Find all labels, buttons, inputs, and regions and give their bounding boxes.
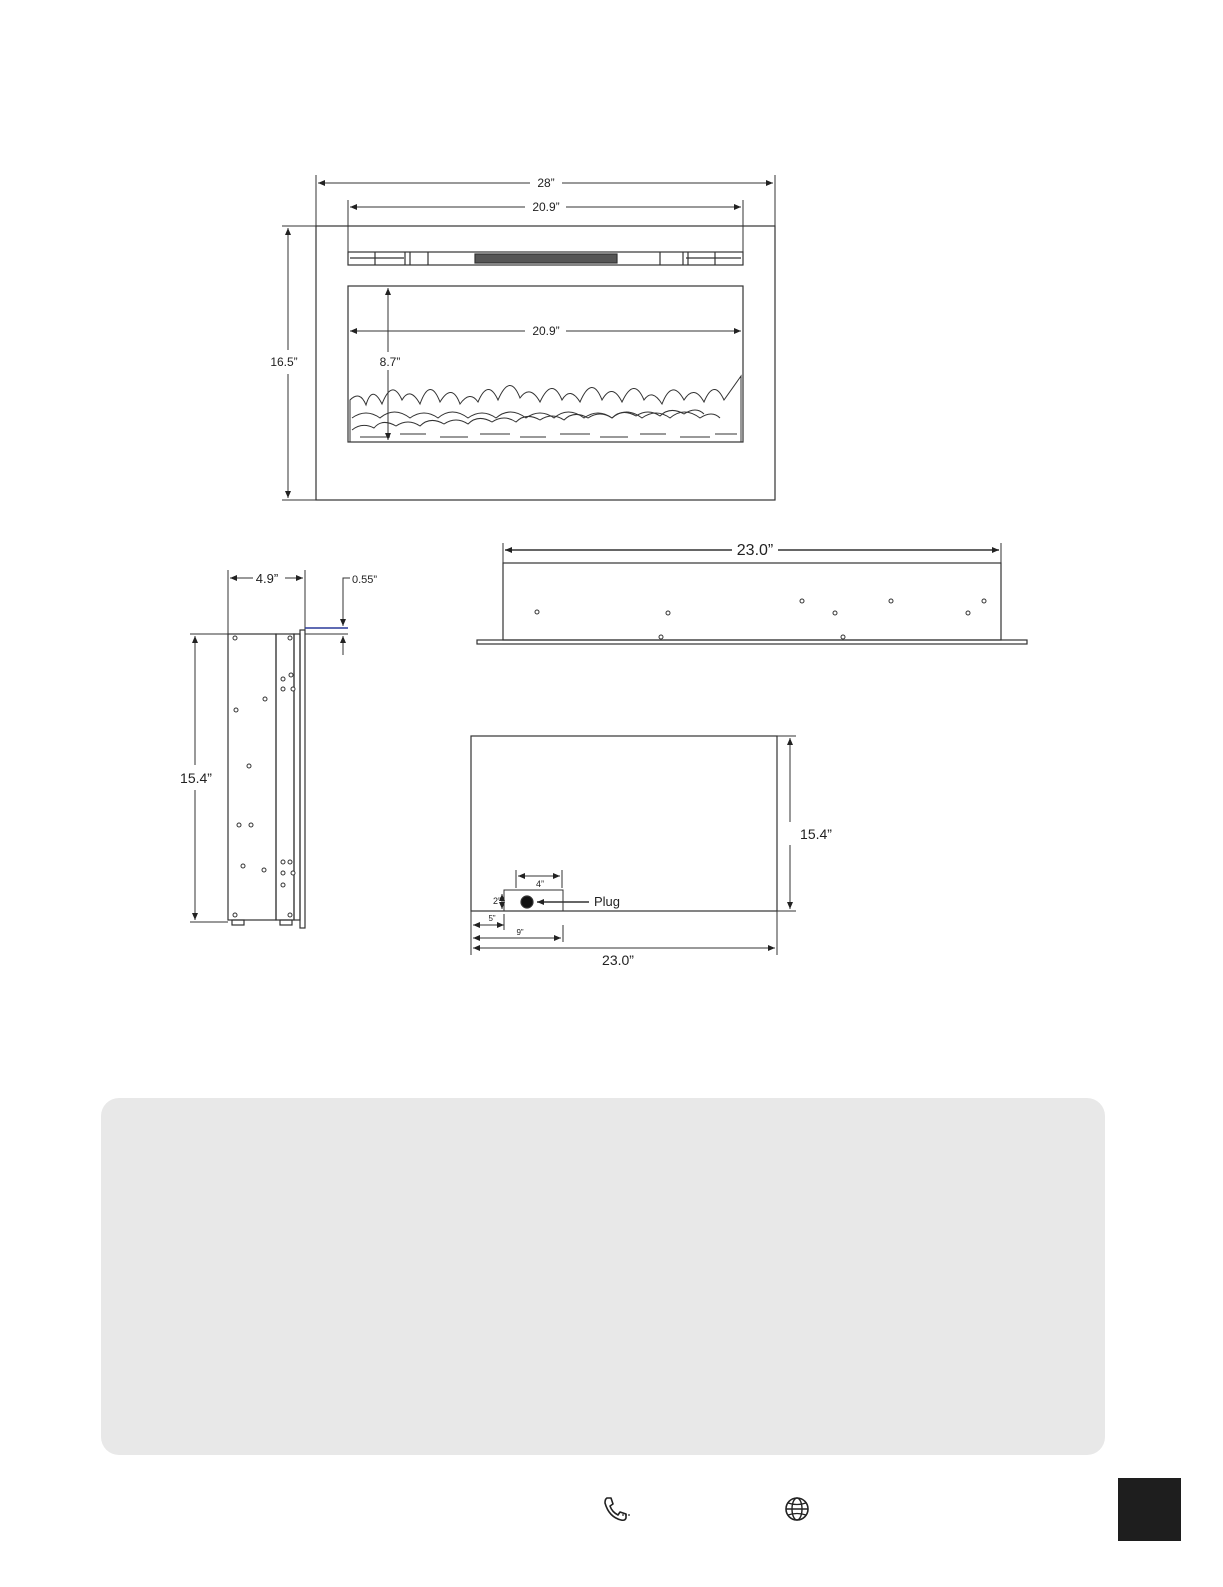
front-top-width: 20.9”: [532, 200, 560, 214]
back-height: 15.4”: [800, 826, 832, 842]
phone-icon: [601, 1494, 631, 1524]
front-view: [282, 175, 775, 500]
back-view: [471, 736, 796, 955]
front-overall-height: 16.5”: [270, 355, 298, 369]
flame-logs-illustration: [350, 376, 741, 442]
front-opening-width: 20.9”: [532, 324, 560, 338]
firebox-opening: [348, 286, 743, 442]
side-height: 15.4”: [180, 770, 212, 786]
page-number-box: [1118, 1478, 1181, 1541]
plug-offset-right: 9”: [516, 928, 524, 937]
side-view: [190, 570, 350, 928]
side-depth: 4.9”: [255, 571, 279, 586]
top-width: 23.0”: [736, 542, 774, 559]
front-overall-width: 28”: [537, 176, 555, 190]
plug-box-height: 2”: [492, 896, 502, 906]
plug-box-width: 4”: [535, 879, 545, 889]
top-body: [503, 563, 1001, 640]
globe-icon: [783, 1494, 813, 1524]
plug-label: Plug: [594, 894, 621, 909]
top-flange: [477, 640, 1027, 644]
plug-offset-left: 5”: [488, 914, 496, 923]
heater-grille: [475, 254, 617, 263]
side-flange: 0.55”: [352, 574, 378, 586]
front-opening-height: 8.7”: [379, 355, 401, 369]
plug-box: [504, 890, 563, 911]
back-width: 23.0”: [602, 952, 634, 968]
back-body: [471, 736, 777, 911]
plug-dot: [521, 896, 533, 908]
side-body: [228, 634, 276, 920]
info-panel: [101, 1098, 1105, 1455]
